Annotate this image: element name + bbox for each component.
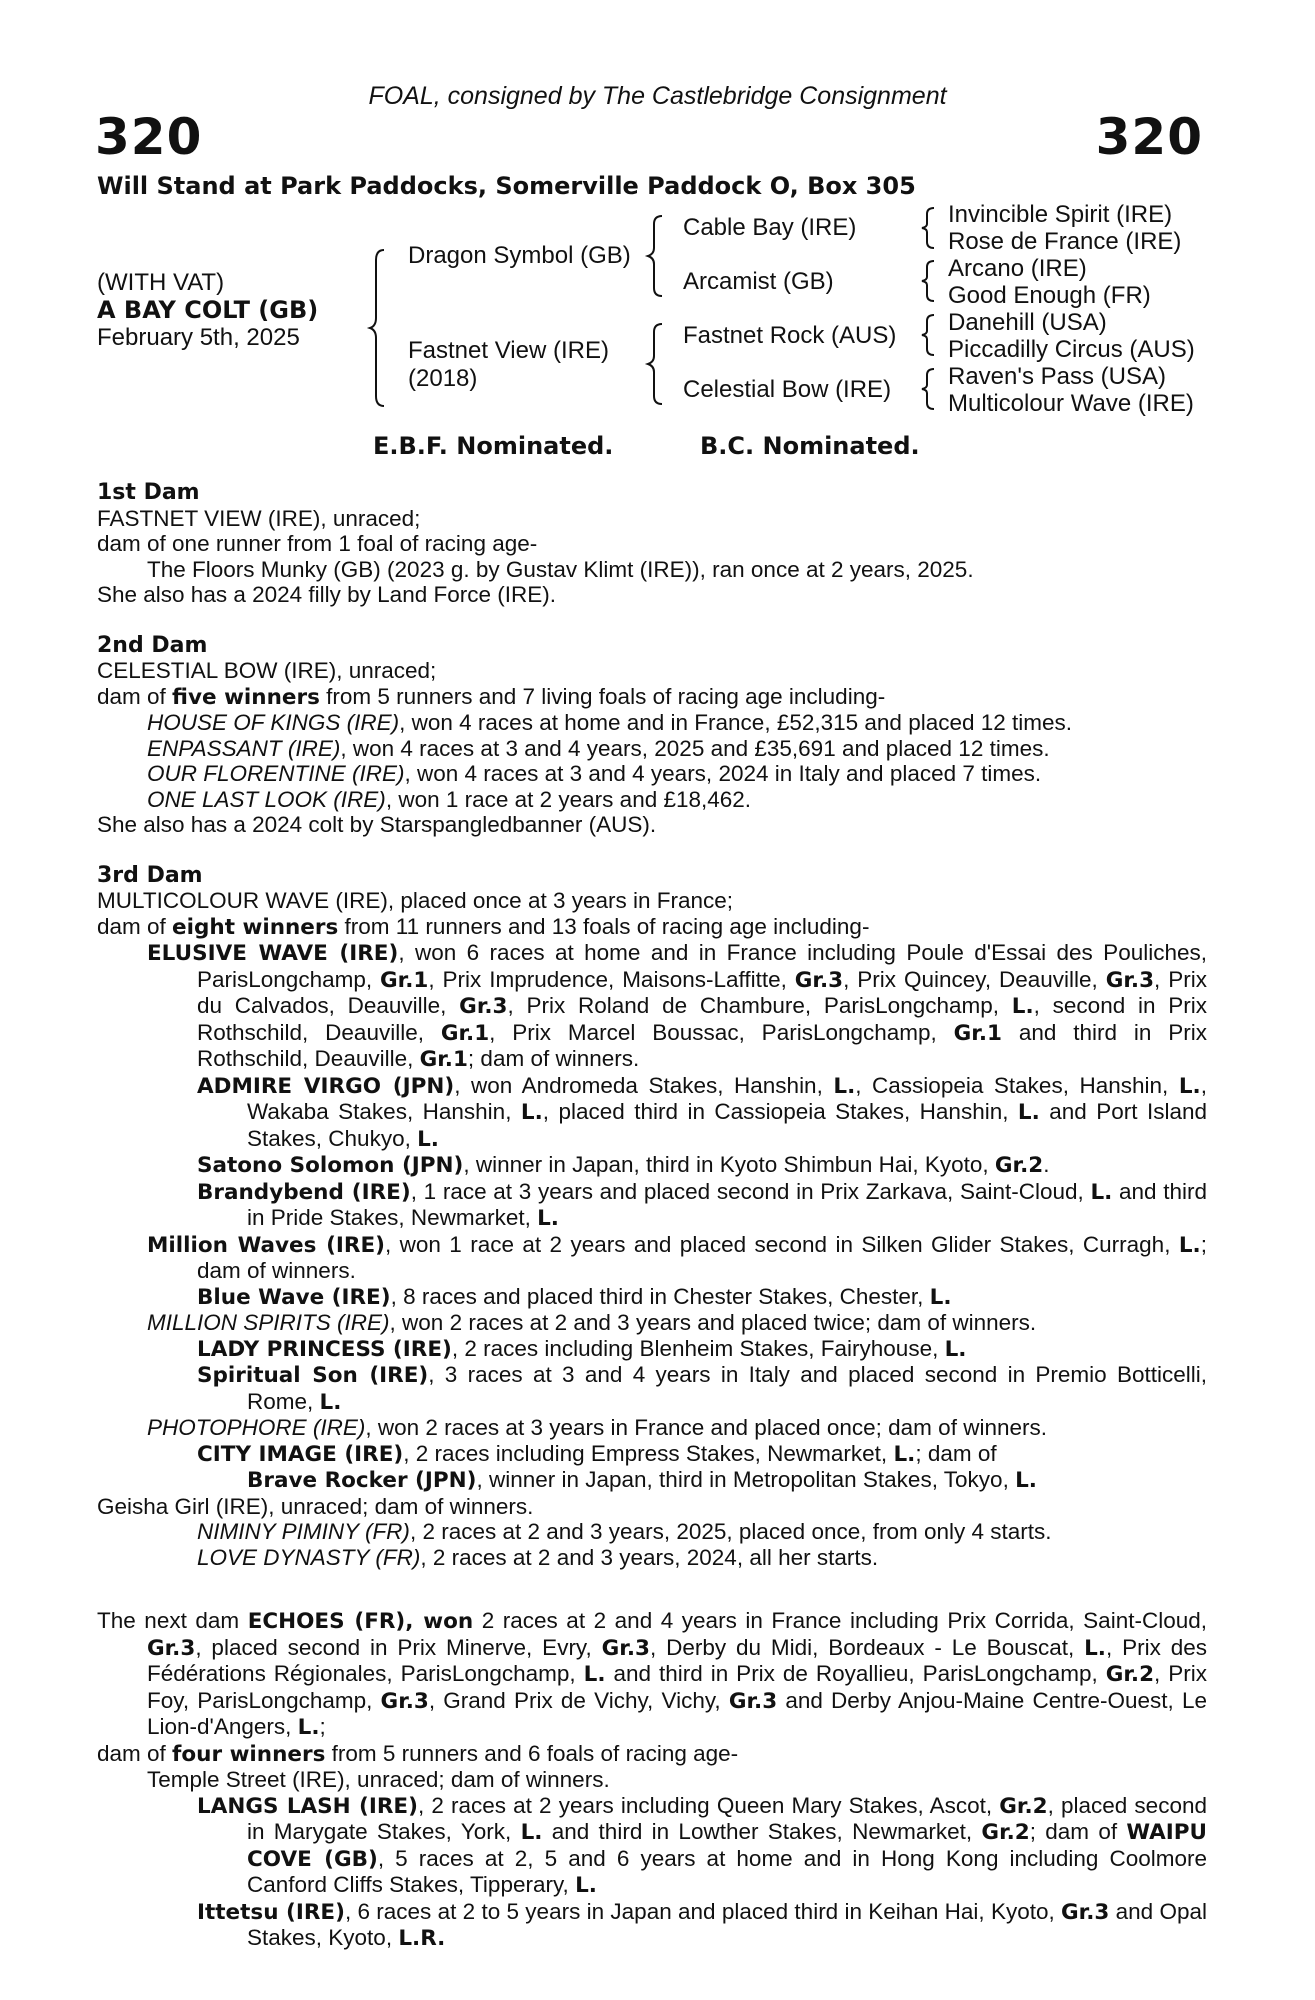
dam1-produce: The Floors Munky (GB) (2023 g. by Gustav Klimt (IRE)), ran once at 2 years, 2025. [147,556,974,582]
vat-note: (WITH VAT) [97,269,225,296]
pedigree-sire-sire: Cable Bay (IRE) [683,214,857,241]
dam2-produce-4: ONE LAST LOOK (IRE), won 1 race at 2 years and £18,462. [147,786,752,812]
dam1-line1: FASTNET VIEW (IRE), unraced; [97,505,421,531]
bc-nominated: B.C. Nominated. [700,432,920,460]
pedigree-dsd: Piccadilly Circus (AUS) [948,336,1195,363]
dam1-line2: dam of one runner from 1 foal of racing age- [97,531,538,556]
next-dam-echoes: The next dam ECHOES (FR), won 2 races at 2 and 4 years in France including Prix Corrida, Saint-Cloud, Gr.3, placed second in Prix Minerve, Evry, Gr.3, Derby du Midi, Bordeaux - Le Bouscat, L., Prix des Fédérations Régionales, ParisLongchamp, L. and third in Prix de Royallieu, ParisLongchamp, Gr.2, Prix Foy, ParisLongchamp, Gr.3, Grand Prix de Vichy, Vichy, Gr.3 and Derby Anjou-Maine Centre-Ouest, Le Lion-d'Angers, L.; [97,1608,1208,1740]
dam2-line1: CELESTIAL BOW (IRE), unraced; [97,658,437,683]
city-image: CITY IMAGE (IRE), 2 races including Empress Stakes, Newmarket, L.; dam of [197,1440,997,1467]
dam3-heading: 3rd Dam [97,862,203,888]
ittetsu: Ittetsu (IRE), 6 races at 2 to 5 years in Japan and placed third in Keihan Hai, Kyoto, Gr.3 and Opal Stakes, Kyoto, L.R. [197,1898,1207,1951]
horse-dob: February 5th, 2025 [97,324,300,351]
pedigree-sss: Invincible Spirit (IRE) [948,201,1173,228]
niminy-piminy: NIMINY PIMINY (FR), 2 races at 2 and 3 years, 2025, placed once, from only 4 starts. [197,1519,1052,1544]
pedigree-dam-year: (2018) [408,365,478,392]
geisha-girl: Geisha Girl (IRE), unraced; dam of winners. [97,1493,534,1519]
lot-number-left: 320 [95,108,203,166]
pedigree-sire-dam: Arcamist (GB) [683,268,834,295]
million-waves: Million Waves (IRE), won 1 race at 2 years and placed second in Silken Glider Stakes, Curragh, L.; dam of winners. [147,1231,1207,1283]
pedigree-brace-dam [648,322,668,406]
next-dam-dam-of: dam of four winners from 5 runners and 6 foals of racing age- [97,1740,739,1767]
pedigree-brace-sire [648,214,668,298]
pedigree-dam: Fastnet View (IRE) [408,337,609,364]
dam2-produce-2: ENPASSANT (IRE), won 4 races at 3 and 4 years, 2025 and £35,691 and placed 12 times. [147,735,1050,761]
dam3-dam-of: dam of eight winners from 11 runners and 13 foals of racing age including- [97,913,870,940]
consignor-line: FOAL, consigned by The Castlebridge Consignment [368,82,947,110]
pedigree-brace-main [370,248,390,408]
brandybend: Brandybend (IRE), 1 race at 3 years and placed second in Prix Zarkava, Saint-Cloud, L. and third in Pride Stakes, Newmarket, L. [197,1178,1208,1231]
pedigree-brace-ss [922,206,938,250]
spiritual-son: Spiritual Son (IRE), 3 races at 3 and 4 years in Italy and placed second in Premio Botticelli, Rome, L. [197,1362,1208,1415]
pedigree-dam-dam: Celestial Bow (IRE) [683,376,892,403]
million-spirits: MILLION SPIRITS (IRE), won 2 races at 2 and 3 years and placed twice; dam of winners. [147,1310,1037,1335]
pedigree-dss: Danehill (USA) [948,309,1107,336]
dam2-produce-1: HOUSE OF KINGS (IRE), won 4 races at home and in France, £52,315 and placed 12 times. [147,710,1073,735]
photophore: PHOTOPHORE (IRE), won 2 races at 3 years in France and placed once; dam of winners. [147,1415,1047,1440]
dam1-heading: 1st Dam [97,480,200,505]
dam2-dam-of: dam of five winners from 5 runners and 7 living foals of racing age including- [97,683,886,710]
elusive-wave: ELUSIVE WAVE (IRE), won 6 races at home and in France including Poule d'Essai des Pouliches, ParisLongchamp, Gr.1, Prix Imprudence, Maisons-Laffitte, Gr.3, Prix Quincey, Deauville, Gr.3, Prix du Calvados, Deauville, Gr.3, Prix Roland de Chambure, ParisLongchamp, L., second in Prix Rothschild, Deauville, Gr.1, Prix Marcel Boussac, ParisLongchamp, Gr.1 and third in Prix Rothschild, Deauville, Gr.1; dam of winners. [147,940,1208,1072]
dam2-also: She also has a 2024 colt by Starspangledbanner (AUS). [97,812,657,837]
lady-princess: LADY PRINCESS (IRE), 2 races including Blenheim Stakes, Fairyhouse, L. [197,1335,967,1362]
produce-record [97,480,1207,1952]
dam2-heading: 2nd Dam [97,632,208,658]
love-dynasty: LOVE DYNASTY (FR), 2 races at 2 and 3 years, 2024, all her starts. [197,1544,879,1570]
pedigree-brace-dd [922,367,938,411]
dam2-produce-3: OUR FLORENTINE (IRE), won 4 races at 3 and 4 years, 2024 in Italy and placed 7 times. [147,761,1042,786]
blue-wave: Blue Wave (IRE), 8 races and placed third in Chester Stakes, Chester, L. [197,1283,952,1310]
ebf-nominated: E.B.F. Nominated. [373,432,614,460]
pedigree-sds: Arcano (IRE) [948,255,1087,282]
pedigree-ddd: Multicolour Wave (IRE) [948,390,1194,417]
pedigree-dds: Raven's Pass (USA) [948,363,1166,390]
brave-rocker: Brave Rocker (JPN), winner in Japan, third in Metropolitan Stakes, Tokyo, L. [247,1467,1037,1493]
pedigree-brace-sd [922,259,938,303]
pedigree-dam-sire: Fastnet Rock (AUS) [683,322,897,349]
horse-name: A BAY COLT (GB) [97,296,319,324]
dam3-line1: MULTICOLOUR WAVE (IRE), placed once at 3 years in France; [97,888,734,913]
stand-location: Will Stand at Park Paddocks, Somerville Paddock O, Box 305 [97,172,916,200]
lot-number-right: 320 [1095,108,1203,166]
admire-virgo: ADMIRE VIRGO (JPN), won Andromeda Stakes, Hanshin, L., Cassiopeia Stakes, Hanshin, L., Wakaba Stakes, Hanshin, L., placed third in Cassiopeia Stakes, Hanshin, L. and Port Island Stakes, Chukyo, L. [197,1072,1207,1152]
pedigree-sdd: Good Enough (FR) [948,282,1151,309]
dam1-also: She also has a 2024 filly by Land Force (IRE). [97,582,556,607]
langs-lash: LANGS LASH (IRE), 2 races at 2 years including Queen Mary Stakes, Ascot, Gr.2, placed second in Marygate Stakes, York, L. and third in Lowther Stakes, Newmarket, Gr.2; dam of WAIPU COVE (GB), 5 races at 2, 5 and 6 years at home and in Hong Kong including Coolmore Canford Cliffs Stakes, Tipperary, L. [197,1792,1208,1898]
temple-street: Temple Street (IRE), unraced; dam of winners. [147,1767,610,1792]
pedigree-ssd: Rose de France (IRE) [948,228,1182,255]
pedigree-sire: Dragon Symbol (GB) [408,242,631,269]
pedigree-brace-ds [922,313,938,357]
satono-solomon: Satono Solomon (JPN), winner in Japan, third in Kyoto Shimbun Hai, Kyoto, Gr.2. [197,1152,1050,1178]
